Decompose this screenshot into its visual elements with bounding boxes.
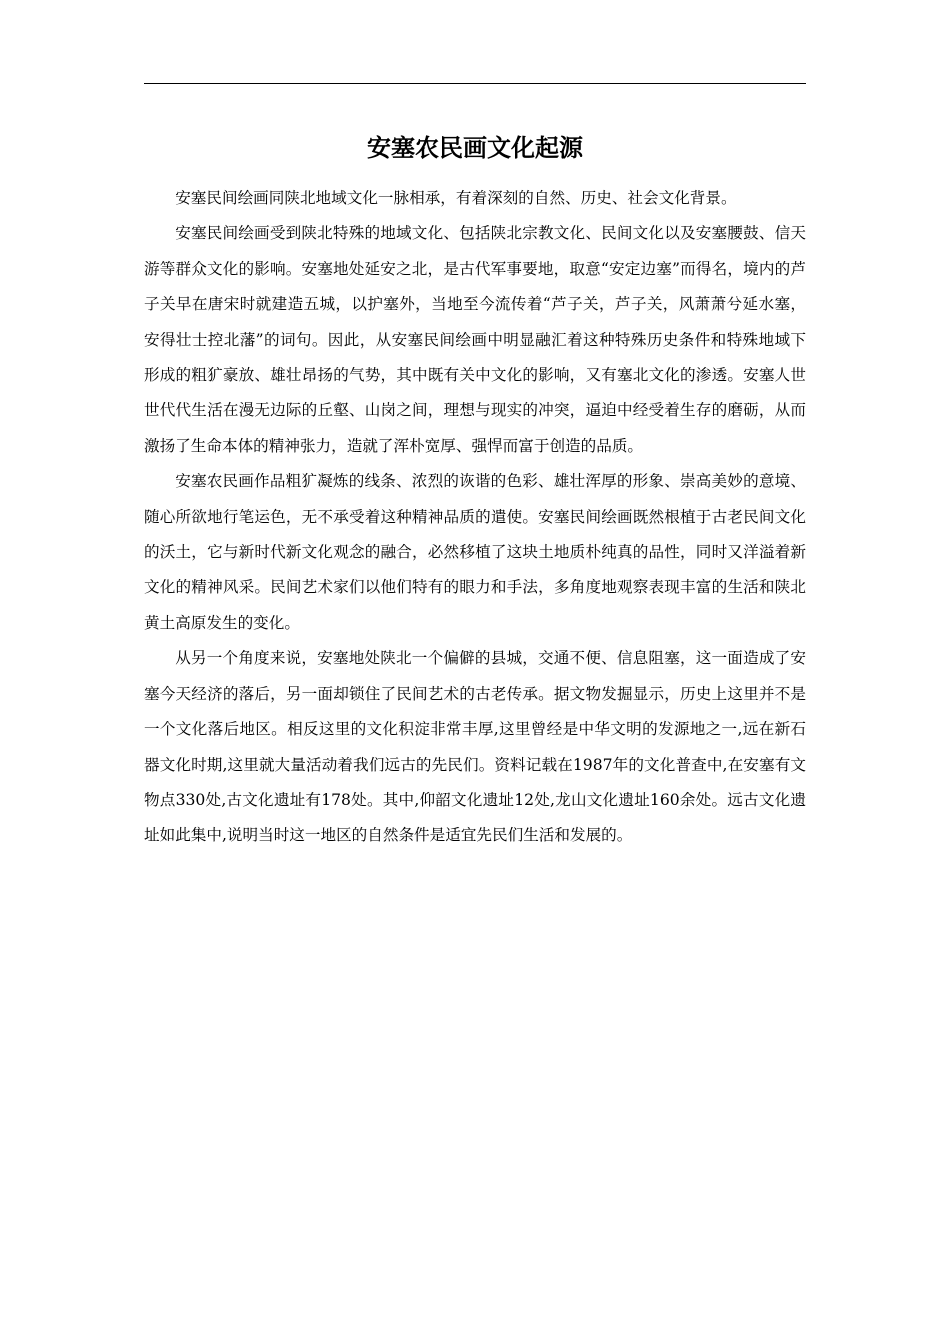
- header-rule: [144, 83, 806, 84]
- paragraph-1: 安塞民间绘画同陕北地域文化一脉相承，有着深刻的自然、历史、社会文化背景。: [175, 189, 737, 207]
- document-title: 安塞农民画文化起源: [367, 133, 583, 162]
- paragraph-3: 安塞农民画作品粗犷凝炼的线条、浓烈的诙谐的色彩、雄壮浑厚的形象、崇高美妙的意境、随心所欲地行笔运色，无不承受着这种精神品质的遣使。安塞民间绘画既然根植于古老民间文化的沃土，它与新时代新文化观念的融合，必然移植了这块土地质朴纯真的品性，同时又洋溢着新文化的精神风采。民间艺术家们以他们特有的眼力和手法，多角度地观察表现丰富的生活和陕北黄土高原发生的变化。: [144, 472, 806, 632]
- document-body: [144, 181, 806, 854]
- paragraph-4: 从另一个角度来说，安塞地处陕北一个偏僻的县城，交通不便、信息阻塞，这一面造成了安塞今天经济的落后，另一面却锁住了民间艺术的古老传承。据文物发掘显示，历史上这里并不是一个文化落后地区。相反这里的文化积淀非常丰厚,这里曾经是中华文明的发源地之一,远在新石器文化时期,这里就大量活动着我们远古的先民们。资料记载在1987年的文化普查中,在安塞有文物点330处,古文化遗址有178处。其中,仰韶文化遗址12处,龙山文化遗址160余处。远古文化遗址如此集中,说明当时这一地区的自然条件是适宜先民们生活和发展的。: [144, 649, 806, 845]
- paragraph-2: 安塞民间绘画受到陕北特殊的地域文化、包括陕北宗教文化、民间文化以及安塞腰鼓、信天游等群众文化的影响。安塞地处延安之北，是古代军事要地，取意“安定边塞”而得名，境内的芦子关早在唐宋时就建造五城，以护塞外，当地至今流传着“芦子关，芦子关，风萧萧兮延水塞，安得壮士控北藩”的词句。因此，从安塞民间绘画中明显融汇着这种特殊历史条件和特殊地域下形成的粗犷豪放、雄壮昂扬的气势，其中既有关中文化的影响，又有塞北文化的渗透。安塞人世世代代生活在漫无边际的丘壑、山岗之间，理想与现实的冲突，逼迫中经受着生存的磨砺，从而激扬了生命本体的精神张力，造就了浑朴宽厚、强悍而富于创造的品质。: [144, 224, 806, 455]
